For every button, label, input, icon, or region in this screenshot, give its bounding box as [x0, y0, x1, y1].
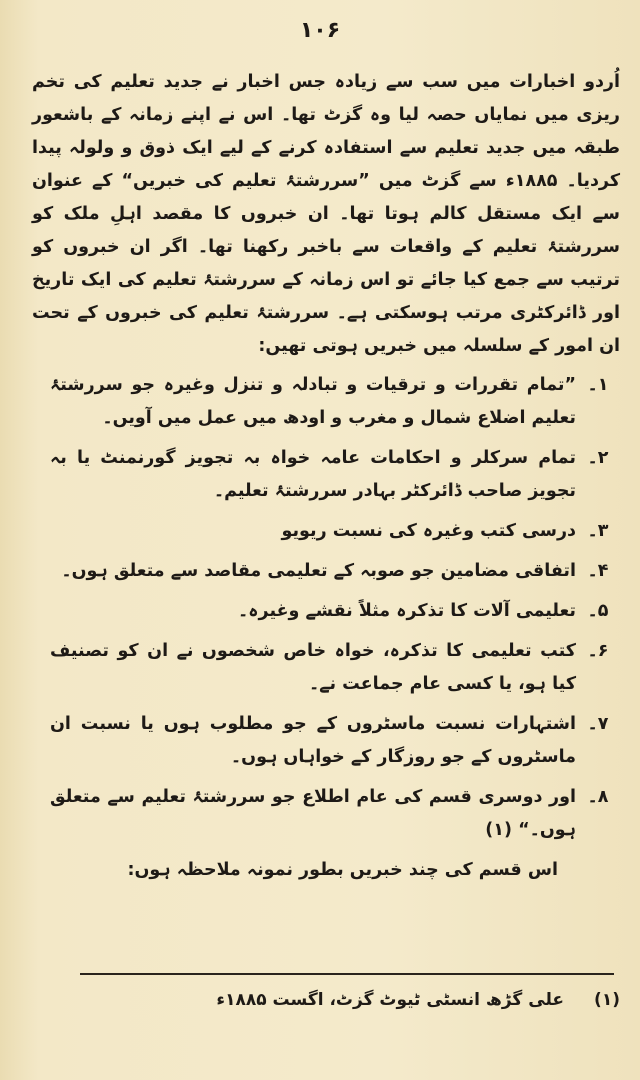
- list-item: [32, 442, 620, 508]
- list-item: [32, 708, 620, 774]
- list-item-number: ۲۔: [587, 448, 609, 468]
- list-item-text: اشتہارات نسبت ماسٹروں کے جو مطلوب ہوں یا نسبت ان ماسٹروں کے جو روزگار کے خواہاں ہوں۔: [50, 714, 576, 767]
- topic-list: [32, 369, 620, 847]
- list-item: [32, 595, 620, 628]
- list-item-text: اتفاقی مضامین جو صوبہ کے تعلیمی مقاصد سے متعلق ہوں۔: [61, 561, 576, 581]
- closing-line: اس قسم کی چند خبریں بطور نمونہ ملاحظہ ہوں:: [127, 860, 558, 880]
- list-item-number: ۷۔: [587, 714, 609, 734]
- list-item-text: کتب تعلیمی کا تذکرہ، خواہ خاص شخصوں نے ان کو تصنیف کیا ہو، یا کسی عام جماعت نے۔: [50, 641, 576, 694]
- list-item-number: ۶۔: [587, 641, 609, 661]
- list-item: [32, 369, 620, 435]
- list-item-text: ”تمام تقررات و ترقیات و تبادلہ و تنزل وغیرہ جو سررشتۂ تعلیم اضلاع شمال و مغرب و اودھ میں عمل میں آویں۔: [50, 375, 576, 428]
- main-text: [32, 66, 620, 887]
- list-item-text: تعلیمی آلات کا تذکرہ مثلاً نقشے وغیرہ۔: [238, 601, 576, 621]
- list-item-number: ۵۔: [587, 601, 609, 621]
- list-item: [32, 555, 620, 588]
- footnote-marker: (۱): [594, 990, 620, 1010]
- page-number: ۱۰۶: [299, 18, 341, 43]
- list-item: [32, 635, 620, 701]
- footnote-text: علی گڑھ انسٹی ٹیوٹ گزٹ، اگست ۱۸۸۵ء: [216, 990, 564, 1010]
- list-item-number: ۳۔: [587, 521, 609, 541]
- footnote-divider: [80, 973, 614, 975]
- list-item-number: ۱۔: [587, 375, 609, 395]
- list-item-number: ۴۔: [587, 561, 609, 581]
- list-item-text: اور دوسری قسم کی عام اطلاع جو سررشتۂ تعلیم سے متعلق ہوں۔“ (۱): [50, 787, 576, 840]
- list-item-text: تمام سرکلر و احکامات عامہ خواہ بہ تجویز گورنمنٹ یا بہ تجویز صاحب ڈائرکٹر بہادر سررشتۂ تعلیم۔: [50, 448, 576, 501]
- list-item-text: درسی کتب وغیرہ کی نسبت ریویو: [281, 521, 576, 541]
- list-item: [32, 781, 620, 847]
- footnote: [120, 990, 620, 1010]
- list-item: [32, 515, 620, 548]
- list-item-number: ۸۔: [587, 787, 609, 807]
- intro-paragraph: اُردو اخبارات میں سب سے زیادہ جس اخبار نے جدید تعلیم کی تخم ریزی میں نمایاں حصہ لیا وہ گزٹ تھا۔ اس نے اپنے زمانہ کے باشعور طبقہ میں جدید تعلیم سے استفادہ کرنے کے لیے ایک ذوق و ولولہ پیدا کردیا۔ ۱۸۸۵ء سے گزٹ میں ”سررشتۂ تعلیم کی خبریں“ کے عنوان سے ایک مستقل کالم ہوتا تھا۔ ان خبروں کا مقصد اہلِ ملک کو سررشتۂ تعلیم کے واقعات سے باخبر رکھنا تھا۔ اگر ان خبروں کو ترتیب سے جمع کیا جائے تو اس زمانہ کے سررشتۂ تعلیم کی ایک تاریخ اور ڈائرکٹری مرتب ہوسکتی ہے۔ سررشتۂ تعلیم کی خبروں کے تحت ان امور کے سلسلہ میں خبریں ہوتی تھیں:: [32, 72, 620, 356]
